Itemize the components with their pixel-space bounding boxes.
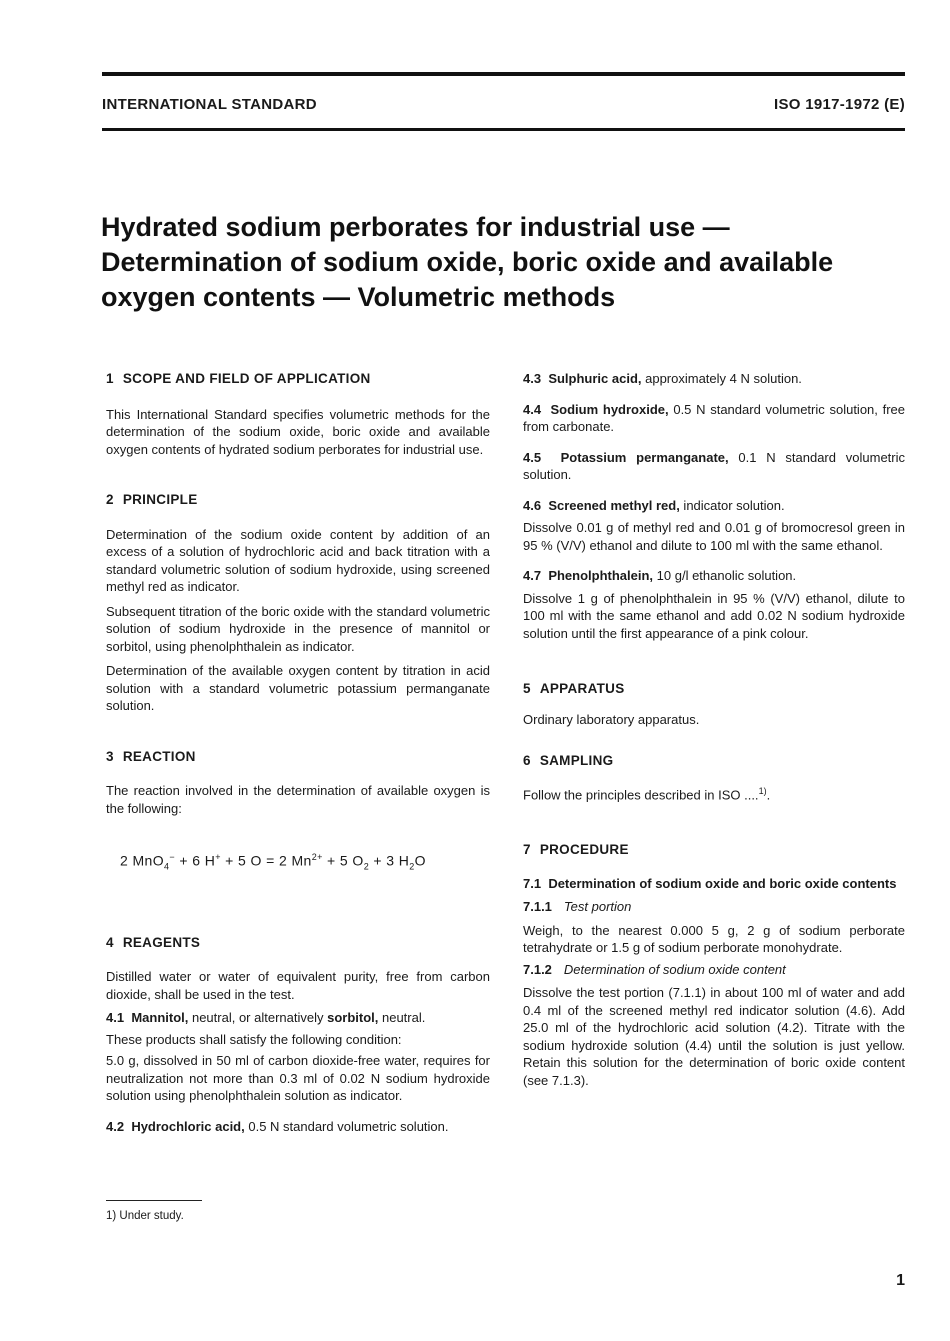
- reagent-4-1: 4.1 Mannitol, neutral, or alternatively sorbitol, neutral.: [106, 1010, 426, 1026]
- section-4: [106, 934, 490, 1136]
- paragraph: Dissolve 0.01 g of methyl red and 0.01 g of bromocresol green in 95 % (V/V) ethanol and dilute to 100 ml with the same ethanol.: [523, 520, 905, 553]
- paragraph: Ordinary laboratory apparatus.: [523, 711, 700, 727]
- section-5: [523, 680, 905, 728]
- title-line-3: oxygen contents — Volumetric methods: [101, 282, 616, 312]
- subsection-7-1-heading: 7.1 Determination of sodium oxide and boric oxide contents: [523, 875, 897, 891]
- left-column: [106, 370, 490, 1135]
- paragraph: Weigh, to the nearest 0.000 5 g, 2 g of sodium perborate tetrahydrate or 1.5 g of sodium perborate monohydrate.: [523, 922, 905, 956]
- reagent-4-5: 4.5 Potassium permanganate, 0.1 N standard volumetric solution.: [523, 449, 906, 482]
- header-document-number: ISO 1917-1972 (E): [773, 96, 905, 113]
- footnote: 1) Under study.: [106, 1210, 184, 1222]
- footnote-rule: [106, 1200, 202, 1201]
- paragraph: This International Standard specifies volumetric methods for the determination of the sodium oxide, boric oxide and available oxygen contents of hydrated sodium perborates for industrial use.: [106, 406, 490, 457]
- paragraph: The reaction involved in the determination of available oxygen is the following:: [106, 783, 490, 816]
- reaction-equation: 2 MnO$_4$− + 6 H+ + 5 O = 2 $Mn^{2+} + 5$ $O_2 + 3$ $H_2O$: [120, 852, 426, 872]
- paragraph: These products shall satisfy the following condition:: [106, 1031, 402, 1047]
- paragraph: Distilled water or water of equivalent purity, free from carbon dioxide, shall be used in the test.: [106, 969, 490, 1002]
- reagent-4-6: 4.6 Screened methyl red, indicator solution.: [523, 497, 785, 513]
- header-rule: [102, 128, 905, 131]
- title-line-2: Determination of sodium oxide, boric oxide and available: [101, 247, 834, 277]
- header-standard-label: INTERNATIONAL STANDARD: [102, 96, 317, 113]
- paragraph: Dissolve 1 g of phenolphthalein in 95 % (V/V) ethanol, dilute to 100 ml with the same ethanol and add 0.02 N sodium hydroxide solution until the first appearance of a pink colour.: [523, 590, 905, 641]
- title-line-1: Hydrated sodium perborates for industrial use —: [101, 212, 730, 242]
- section-heading: 7 PROCEDURE: [523, 842, 629, 858]
- paragraph: Dissolve the test portion (7.1.1) in about 100 ml of water and add 0.4 ml of the screened methyl red indicator solution (4.6). Add 25.0 ml of the hydrochloric acid solution (4.2). Titrate with the sodium hydroxide solution (4.4) until the solution is just yellow. Retain this solution for the determination of boric oxide content (see 7.1.3).: [523, 985, 905, 1088]
- top-rule: [102, 72, 905, 76]
- paragraph: Subsequent titration of the boric oxide with the standard volumetric solution of sodium hydroxide in the presence of mannitol or sorbitol, using phenolphthalein as indicator.: [106, 603, 490, 654]
- subsection-7-1-1-heading: 7.1.1 Test portion: [523, 899, 632, 915]
- section-1: [106, 370, 490, 458]
- section-heading: 4 REAGENTS: [106, 934, 201, 950]
- section-heading: 1 SCOPE AND FIELD OF APPLICATION: [106, 371, 371, 386]
- paragraph: Determination of the available oxygen content by titration in acid solution with a standard volumetric potassium permanganate solution.: [106, 663, 490, 713]
- subsection-7-1-2-heading: 7.1.2 Determination of sodium oxide content: [523, 961, 786, 977]
- section-heading: 6 SAMPLING: [523, 753, 614, 768]
- reagent-4-4: 4.4 Sodium hydroxide, 0.5 N standard volumetric solution, free from carbonate.: [523, 401, 905, 434]
- section-heading: 5 APPARATUS: [523, 681, 625, 696]
- paragraph: 5.0 g, dissolved in 50 ml of carbon dioxide-free water, requires for neutralization not more than 0.3 ml of 0.02 N sodium hydroxide solution using phenolphthalein solution as indicator.: [106, 1053, 490, 1104]
- right-column: [523, 370, 905, 1089]
- section-7: [523, 841, 905, 1089]
- section-3: [106, 748, 490, 876]
- paragraph: Follow the principles described in ISO ....$^{1)}$.: [523, 785, 771, 802]
- reagent-4-3: 4.3 Sulphuric acid, approximately 4 N solution.: [523, 371, 802, 386]
- paragraph: Determination of the sodium oxide content by addition of an excess of a solution of hydrochloric acid and back titration with a standard volumetric solution of sodium hydroxide, using screened methyl red as indicator.: [106, 526, 490, 594]
- reagent-4-2: 4.2 Hydrochloric acid, 0.5 N standard volumetric solution.: [106, 1118, 449, 1134]
- section-heading: 2 PRINCIPLE: [106, 492, 198, 507]
- section-6: [523, 752, 905, 803]
- page-number: 1: [896, 1272, 905, 1289]
- document-title: [101, 210, 921, 315]
- reagent-4-7: 4.7 Phenolphthalein, 10 g/l ethanolic solution.: [523, 568, 797, 583]
- section-heading: 3 REACTION: [106, 748, 196, 764]
- section-2: [106, 491, 490, 715]
